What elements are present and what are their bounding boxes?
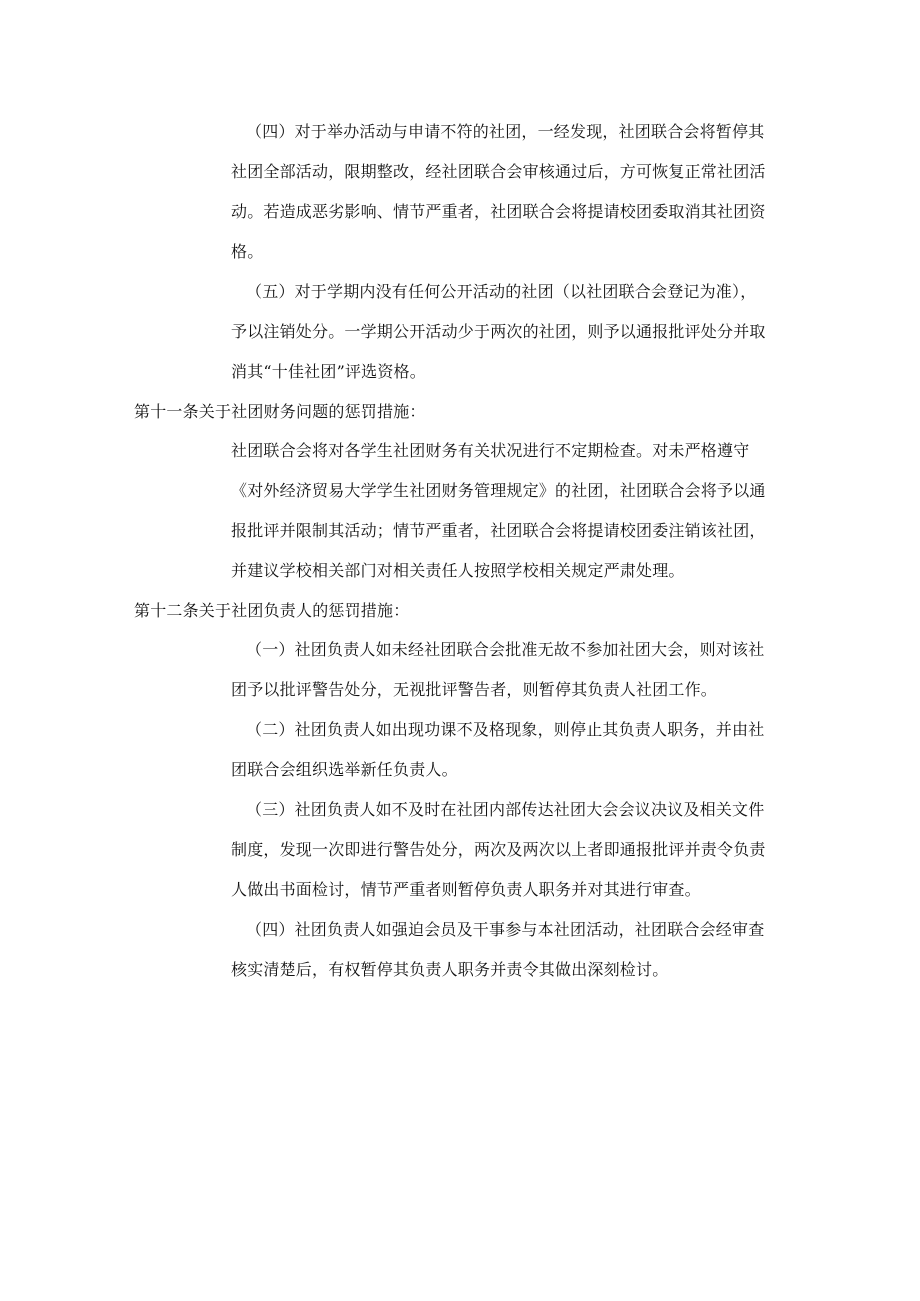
text-line: 社团全部活动，限期整改，经社团联合会审核通过后，方可恢复正常社团活 [231, 162, 766, 181]
text-line: 予以注销处分。一学期公开活动少于两次的社团，则予以通报批评处分并取 [231, 322, 766, 341]
text-line: 《对外经济贸易大学学生社团财务管理规定》的社团，社团联合会将予以通 [231, 481, 766, 500]
text-line: 人做出书面检讨，情节严重者则暂停负责人职务并对其进行审查。 [231, 880, 701, 899]
section-heading: 第十一条关于社团财务问题的惩罚措施： [134, 402, 426, 421]
text-line: （二）社团负责人如出现功课不及格现象，则停止其负责人职务，并由社 [246, 720, 765, 739]
text-line: 团予以批评警告处分，无视批评警告者，则暂停其负责人社团工作。 [231, 680, 718, 699]
text-line: 消其“十佳社团”评选资格。 [231, 362, 426, 381]
text-line: （五）对于学期内没有任何公开活动的社团（以社团联合会登记为准）， [246, 282, 757, 301]
text-line: 报批评并限制其活动；情节严重者，社团联合会将提请校团委注销该社团， [231, 521, 766, 540]
section-heading: 第十二条关于社团负责人的惩罚措施： [134, 601, 410, 620]
text-line: 制度，发现一次即进行警告处分，两次及两次以上者即通报批评并责令负责 [231, 840, 766, 859]
text-line: （四）对于举办活动与申请不符的社团，一经发现，社团联合会将暂停其 [246, 122, 765, 141]
text-line: 核实清楚后，有权暂停其负责人职务并责令其做出深刻检讨。 [231, 960, 669, 979]
text-line: 格。 [231, 242, 264, 261]
text-line: （三）社团负责人如不及时在社团内部传达社团大会会议决议及相关文件 [246, 800, 765, 819]
text-line: 并建议学校相关部门对相关责任人按照学校相关规定严肃处理。 [231, 561, 685, 580]
text-line: 动。若造成恶劣影响、情节严重者，社团联合会将提请校团委取消其社团资 [231, 202, 766, 221]
text-line: （一）社团负责人如未经社团联合会批准无故不参加社团大会，则对该社 [246, 640, 765, 659]
text-line: （四）社团负责人如强迫会员及干事参与本社团活动，社团联合会经审查 [246, 920, 765, 939]
text-line: 社团联合会将对各学生社团财务有关状况进行不定期检查。对未严格遵守 [231, 441, 750, 460]
text-line: 团联合会组织选举新任负责人。 [231, 760, 458, 779]
